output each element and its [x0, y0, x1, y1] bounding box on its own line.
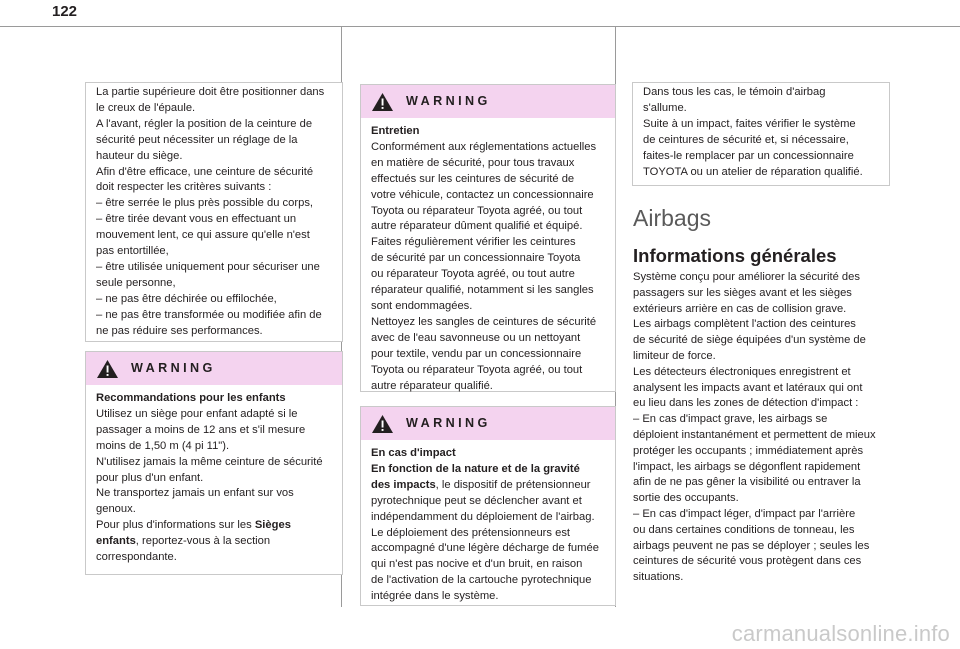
warning-box-maintenance [360, 84, 616, 392]
text-line: limiteur de force. [633, 349, 716, 362]
text-line: TOYOTA ou un atelier de réparation qualifié. [643, 165, 863, 178]
cross-reference: enfants [96, 535, 136, 548]
text-line: hauteur du siège. [96, 149, 183, 162]
text-line: Conformément aux réglementations actuelles [371, 140, 597, 153]
warning-box-children [85, 351, 343, 575]
text-line: réparateur qualifié, notamment si les sangles [371, 284, 594, 297]
warning-title: WARNING [131, 360, 216, 375]
text-line: eu lieu dans les zones de détection d'impact : [633, 397, 859, 410]
text-line: Système conçu pour améliorer la sécurité des [633, 271, 860, 283]
text-line: autre réparateur dûment qualifié et équipé. [371, 220, 583, 233]
warning-header [361, 85, 615, 118]
text-line: situations. [633, 571, 684, 584]
text-line: Les airbags complètent l'action des ceintures [633, 318, 856, 331]
text-line: correspondante. [96, 551, 177, 564]
text-line: extérieurs arrière en cas de collision grave. [633, 302, 847, 315]
watermark: carmanualsonline.info [731, 621, 950, 646]
warning-box-impact [360, 406, 616, 606]
text-line: en matière de sécurité, pour tous travaux [371, 156, 575, 169]
text-line: – ne pas être transformée ou modifiée afin de [96, 308, 322, 321]
text-line: déploient instantanément et permettent de mieux [633, 428, 876, 441]
warning-triangle-icon [371, 92, 394, 112]
text-line: de ceintures de sécurité et, si nécessaire, [643, 133, 849, 146]
text-line: analysent les impacts avant et latéraux qui ont [633, 381, 863, 394]
subsection-title: Informations générales [633, 245, 837, 266]
bold-text: En fonction de la nature et de la gravité [371, 462, 580, 475]
text-line: Toyota ou réparateur Toyota agréé, ou tout [371, 363, 583, 376]
text-line: – être utilisée uniquement pour sécuriser une [96, 260, 320, 273]
text-line: Toyota ou réparateur Toyota agréé, ou tout [371, 204, 583, 217]
warning-triangle-icon [96, 359, 119, 379]
text-line: sortie des occupants. [633, 492, 739, 505]
text-line: pas entortillée, [96, 245, 169, 258]
text-line: A l'avant, régler la position de la ceinture de [96, 117, 313, 130]
text-line: passager a moins de 12 ans et s'il mesure [96, 423, 306, 436]
text-line: – ne pas être déchirée ou effilochée, [96, 292, 277, 305]
text-line: moins de 1,50 m (4 pi 11"). [96, 439, 230, 452]
text-line: Utilisez un siège pour enfant adapté si le [96, 407, 298, 420]
warning-header [86, 352, 342, 385]
text-line: – En cas d'impact grave, les airbags se [633, 413, 828, 426]
warning-title: WARNING [406, 93, 491, 108]
text-line: passagers sur les sièges avant et les sièges [633, 286, 852, 299]
seatbelt-intro-box [85, 82, 343, 342]
warning-header [361, 407, 615, 440]
text-line: , le dispositif de prétensionneur [435, 478, 591, 491]
text-line: N'utilisez jamais la même ceinture de sécurité [96, 455, 323, 468]
text-line: le creux de l'épaule. [96, 101, 196, 114]
text-line: l'impact, les airbags se dégonflent rapidement [633, 460, 861, 473]
text-line: Le déploiement des prétensionneurs est [371, 526, 571, 539]
text-line: airbags peuvent ne pas se déployer ; seules les [633, 539, 870, 552]
text-line: – être serrée le plus près possible du corps, [96, 197, 314, 210]
text-line: sont endommagées. [371, 299, 473, 312]
text-line: de sécurité de siège équipées d'un système de [633, 334, 866, 347]
text-line: votre véhicule, contactez un concessionnaire [371, 188, 594, 201]
text-line: de sécurité par un concessionnaire Toyota [371, 252, 581, 265]
text-line: – être tirée devant vous en effectuant un [96, 213, 297, 226]
text-line: doit respecter les critères suivants : [96, 181, 272, 194]
text-line: faites-le remplacer par un concessionnaire [643, 149, 854, 162]
text-line: afin de ne pas gêner la visibilité ou entraver la [633, 476, 861, 489]
cross-reference: Sièges [254, 519, 291, 532]
text-line: pyrotechnique peut se déclencher avant et [371, 494, 582, 507]
text-line: ceintures de sécurité vous protègent dans ces [633, 555, 862, 568]
section-title: Airbags [633, 205, 711, 231]
text-line: Nettoyez les sangles de ceintures de sécurité [371, 315, 597, 328]
text-line: intégrée dans le système. [371, 590, 499, 603]
text-line: Pour plus d'informations sur les [96, 519, 255, 532]
text-line: pour plus d'un enfant. [96, 471, 204, 484]
text-line: s'allume. [643, 101, 687, 114]
text-line: ou dans certaines conditions de tonneau, les [633, 523, 855, 536]
text-line: de l'activation de la cartouche pyrotechnique [371, 574, 592, 587]
text-line: Ne transportez jamais un enfant sur vos [96, 487, 294, 500]
text-line: Suite à un impact, faites vérifier le système [643, 117, 856, 130]
text-line: , reportez-vous à la section [135, 535, 271, 548]
text-line: ou réparateur Toyota agréé, ou tout autre [371, 268, 575, 281]
warning-heading: En cas d'impact [371, 447, 456, 459]
bold-text: des impacts [371, 478, 436, 491]
text-line: seule personne, [96, 276, 176, 289]
text-line: Afin d'être efficace, une ceinture de sécurité [96, 165, 314, 178]
warning-heading: Recommandations pour les enfants [96, 392, 286, 404]
page-number: 122 [52, 3, 78, 20]
text-line: protéger les occupants ; immédiatement après [633, 444, 864, 457]
text-line: ne pas réduire ses performances. [96, 324, 263, 337]
text-line: mouvement lent, ce qui assure qu'elle n'est [96, 229, 310, 242]
text-line: La partie supérieure doit être positionner dans [96, 86, 325, 98]
text-line: accompagné d'une légère décharge de fumée [371, 542, 599, 555]
text-line: effectués sur les ceintures de sécurité de [371, 172, 575, 185]
warning-triangle-icon [371, 414, 394, 434]
header-rule [0, 26, 960, 27]
text-line: avec de l'eau savonneuse ou un nettoyant [371, 331, 581, 344]
text-line: Faites régulièrement vérifier les ceintures [371, 236, 576, 249]
text-line: qui n'est pas nocive et d'un bruit, en raison [371, 558, 583, 571]
warning-heading: Entretien [371, 125, 420, 137]
text-line: Les détecteurs électroniques enregistrent et [633, 365, 851, 378]
airbags-body-text [633, 270, 903, 586]
text-line: autre réparateur qualifié. [371, 379, 493, 392]
text-line: genoux. [96, 503, 136, 516]
text-line: indépendamment du déploiement de l'airbag. [371, 510, 595, 523]
text-line: Dans tous les cas, le témoin d'airbag [643, 86, 826, 98]
text-line: – En cas d'impact léger, d'impact par l'arrière [633, 507, 856, 520]
airbag-note-box [632, 82, 890, 186]
text-line: pour textile, vendu par un concessionnaire [371, 347, 582, 360]
text-line: sécurité peut nécessiter un réglage de la [96, 133, 298, 146]
warning-title: WARNING [406, 415, 491, 430]
